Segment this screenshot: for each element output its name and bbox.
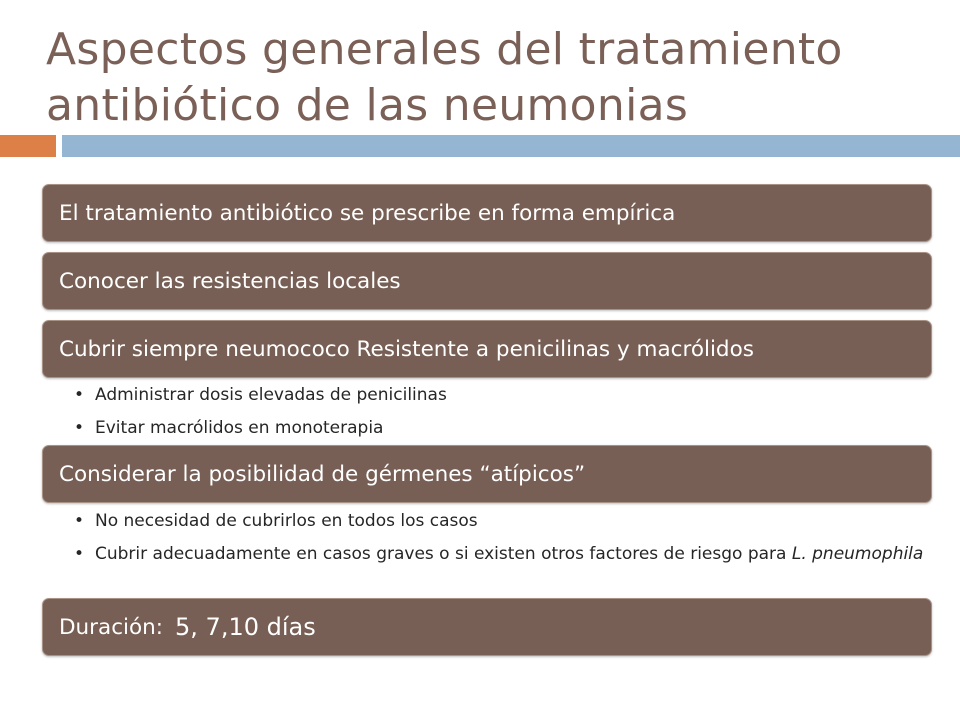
list-item: [74, 544, 934, 565]
box-label: El tratamiento antibiótico se prescribe en forma empírica: [59, 200, 676, 226]
list-item-text: No necesidad de cubrirlos en todos los casos: [95, 511, 478, 531]
accent-bar-orange: [0, 135, 56, 157]
box-duracion: [42, 598, 932, 656]
list-item-text: Evitar macrólidos en monoterapia: [95, 418, 384, 438]
list-item: [74, 385, 934, 406]
list-item-text: Cubrir adecuadamente en casos graves o si existen otros factores de riesgo para: [95, 544, 792, 564]
slide-title-line-2: antibiótico de las neumonias: [46, 80, 689, 131]
box-cubrir-neumococo: [42, 320, 932, 378]
box-resistencias-locales: [42, 252, 932, 310]
list-item: [74, 511, 934, 532]
box-label: Duración:: [59, 614, 164, 640]
slide-title-line-1: Aspectos generales del tratamiento: [46, 24, 843, 75]
list-item-italic: L. pneumophila: [791, 544, 924, 564]
list-item: [74, 418, 934, 439]
box-label: Cubrir siempre neumococo Resistente a penicilinas y macrólidos: [59, 336, 754, 362]
accent-bar-blue: [62, 135, 960, 157]
list-item-text: Administrar dosis elevadas de penicilinas: [95, 385, 447, 405]
box-label: Conocer las resistencias locales: [59, 268, 401, 294]
box-germenes-atipicos: [42, 445, 932, 503]
box-value: 5, 7,10 días: [175, 613, 316, 641]
slide-title: [46, 22, 926, 134]
bullet-list-considerar: [74, 511, 934, 565]
bullet-list-cubrir: [74, 385, 934, 451]
box-tratamiento-empirico: [42, 184, 932, 242]
box-label: Considerar la posibilidad de gérmenes “atípicos”: [59, 461, 586, 487]
